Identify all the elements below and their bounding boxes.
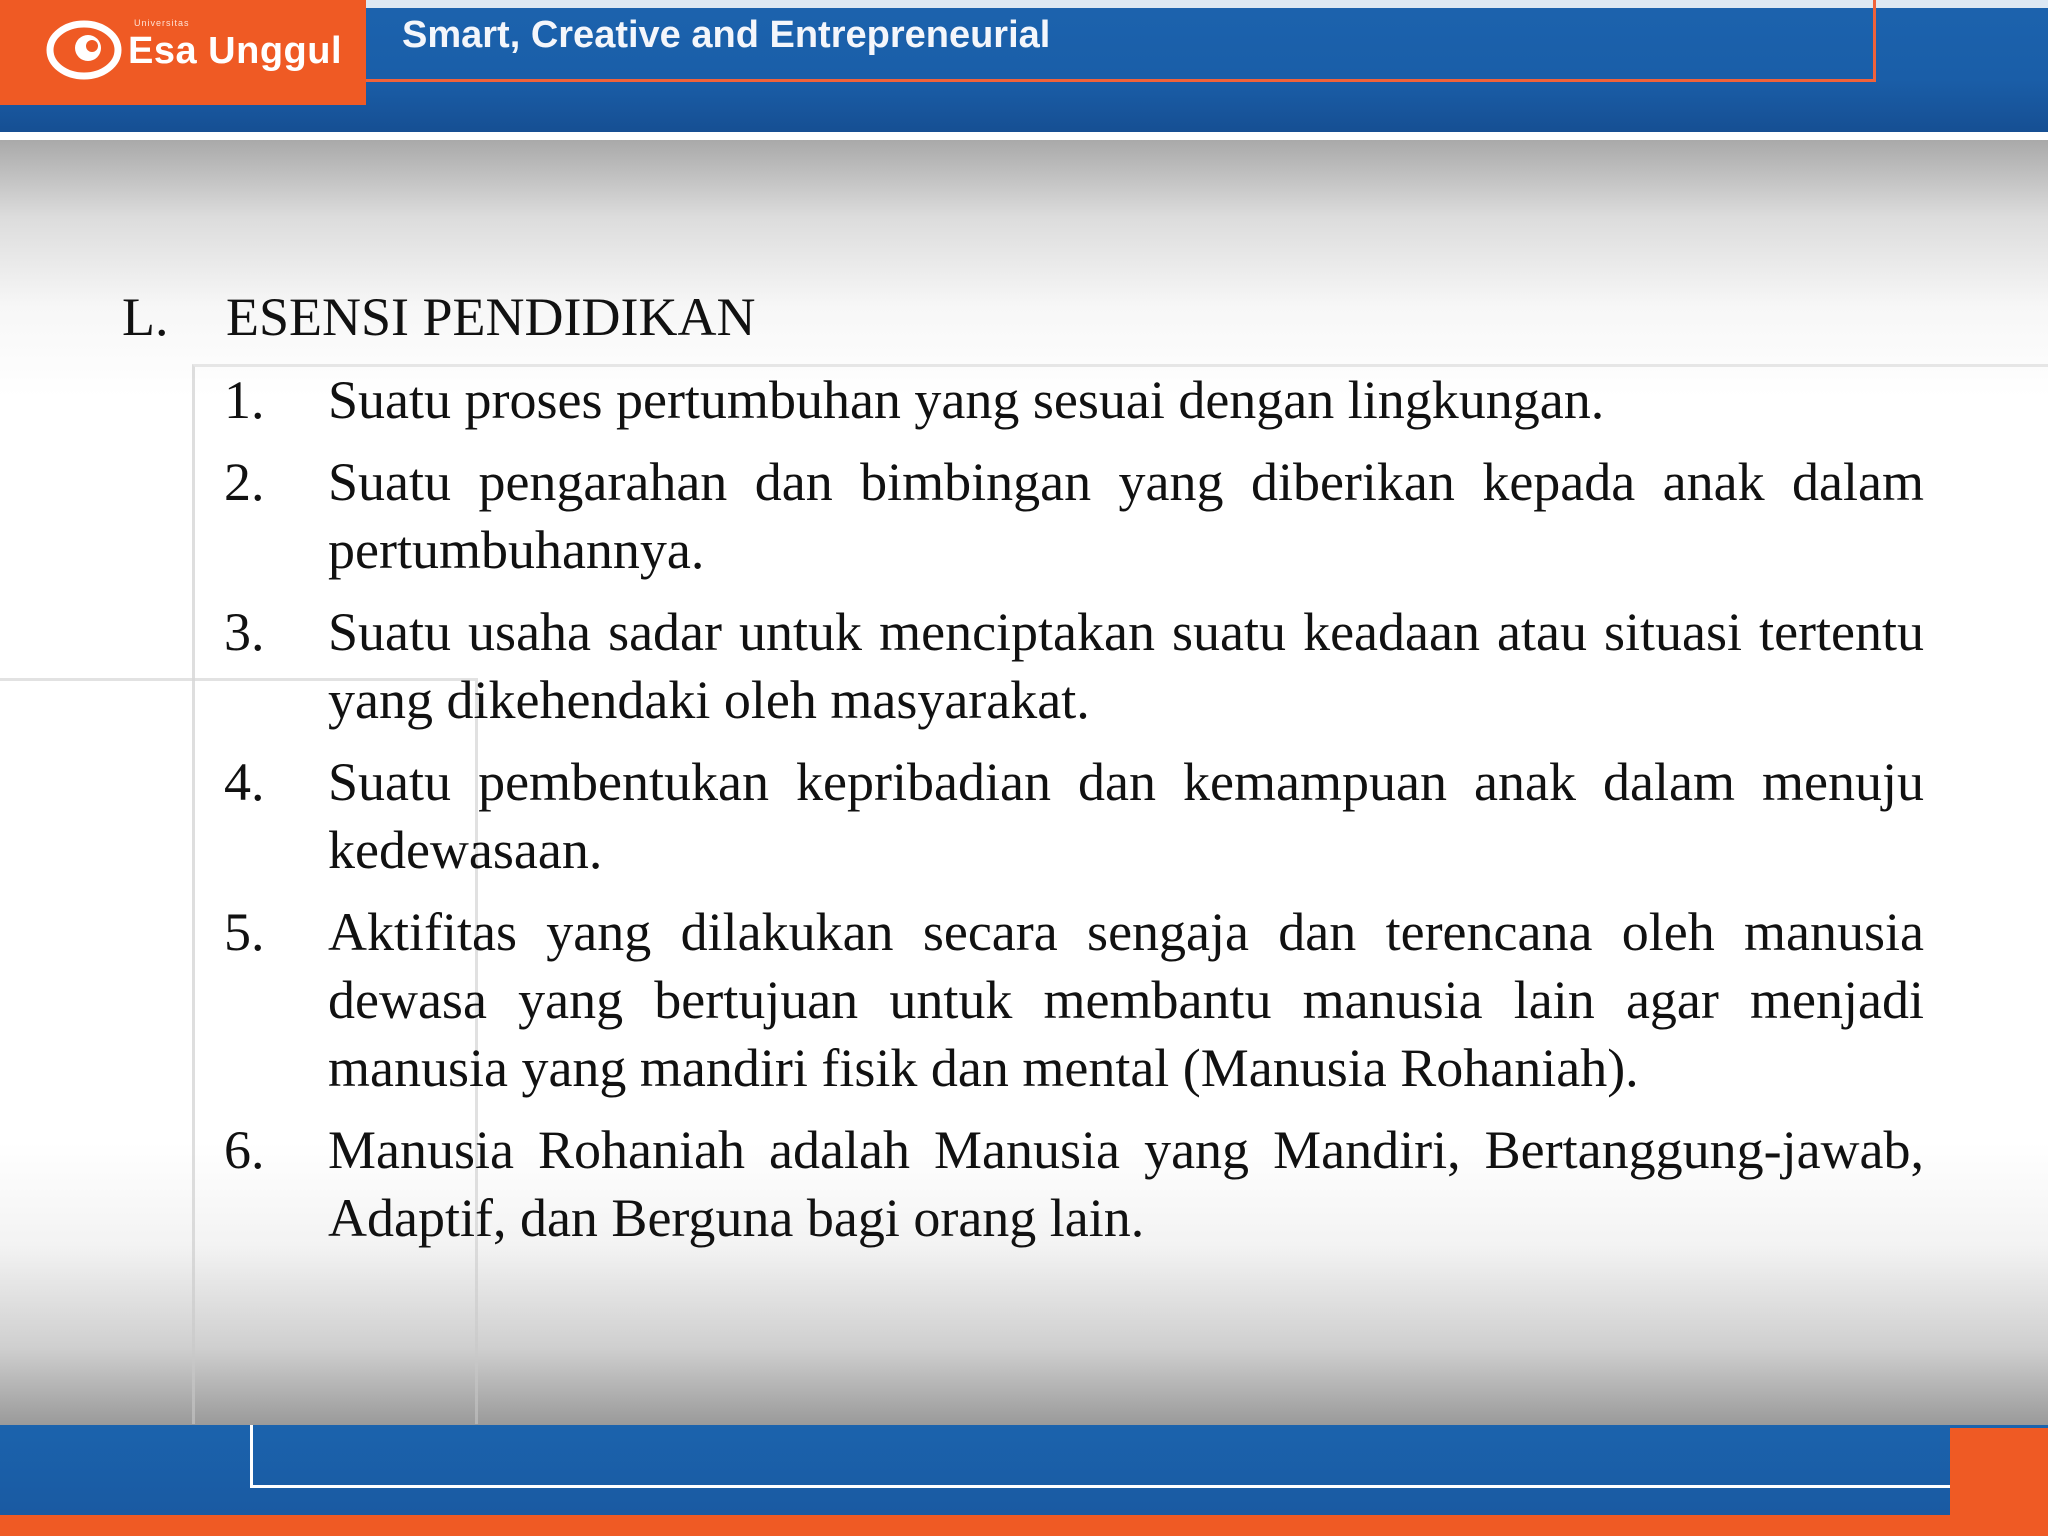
list-item xyxy=(224,748,1924,884)
list-item-number: 5. xyxy=(224,902,265,962)
footer-frame-line xyxy=(250,1425,1950,1488)
footer-orange-accent xyxy=(1950,1428,2048,1515)
logo-block xyxy=(0,0,366,105)
list-item xyxy=(224,1116,1924,1252)
list-item-text: Suatu proses pertumbuhan yang sesuai dengan lingkungan. xyxy=(328,370,1605,430)
list-item-number: 6. xyxy=(224,1120,265,1180)
heading-number: L. xyxy=(122,287,169,347)
list-item-text: Suatu pembentukan kepribadian dan kemampuan anak dalam menuju kedewasaan. xyxy=(328,752,1924,880)
essence-list xyxy=(224,366,1924,1266)
list-item-text: Suatu pengarahan dan bimbingan yang diberikan kepada anak dalam pertumbuhannya. xyxy=(328,452,1924,580)
list-item-number: 3. xyxy=(224,602,265,662)
logo-text: Esa Unggul xyxy=(128,30,343,72)
list-item-text: Manusia Rohaniah adalah Manusia yang Mandiri, Bertanggung-jawab, Adaptif, dan Berguna bagi orang lain. xyxy=(328,1120,1924,1248)
list-item xyxy=(224,598,1924,734)
footer-orange-strip xyxy=(0,1515,2048,1536)
slide-heading xyxy=(122,286,755,348)
heading-text: ESENSI PENDIDIKAN xyxy=(226,287,756,347)
list-item xyxy=(224,448,1924,584)
list-item-number: 1. xyxy=(224,370,265,430)
esa-unggul-logo-icon xyxy=(44,16,126,82)
header-tagline: Smart, Creative and Entrepreneurial xyxy=(402,14,1051,56)
header-white-rule xyxy=(0,132,2048,140)
list-item-text: Aktifitas yang dilakukan secara sengaja dan terencana oleh manusia dewasa yang bertujuan untuk membantu manusia lain agar menjadi manusia yang mandiri fisik dan mental (Manusia Rohaniah). xyxy=(328,902,1924,1098)
list-item-number: 4. xyxy=(224,752,265,812)
list-item-number: 2. xyxy=(224,452,265,512)
list-item xyxy=(224,898,1924,1102)
list-item-text: Suatu usaha sadar untuk menciptakan suatu keadaan atau situasi tertentu yang dikehendaki oleh masyarakat. xyxy=(328,602,1924,730)
logo-small-text: Universitas xyxy=(134,18,190,28)
list-item xyxy=(224,366,1924,434)
